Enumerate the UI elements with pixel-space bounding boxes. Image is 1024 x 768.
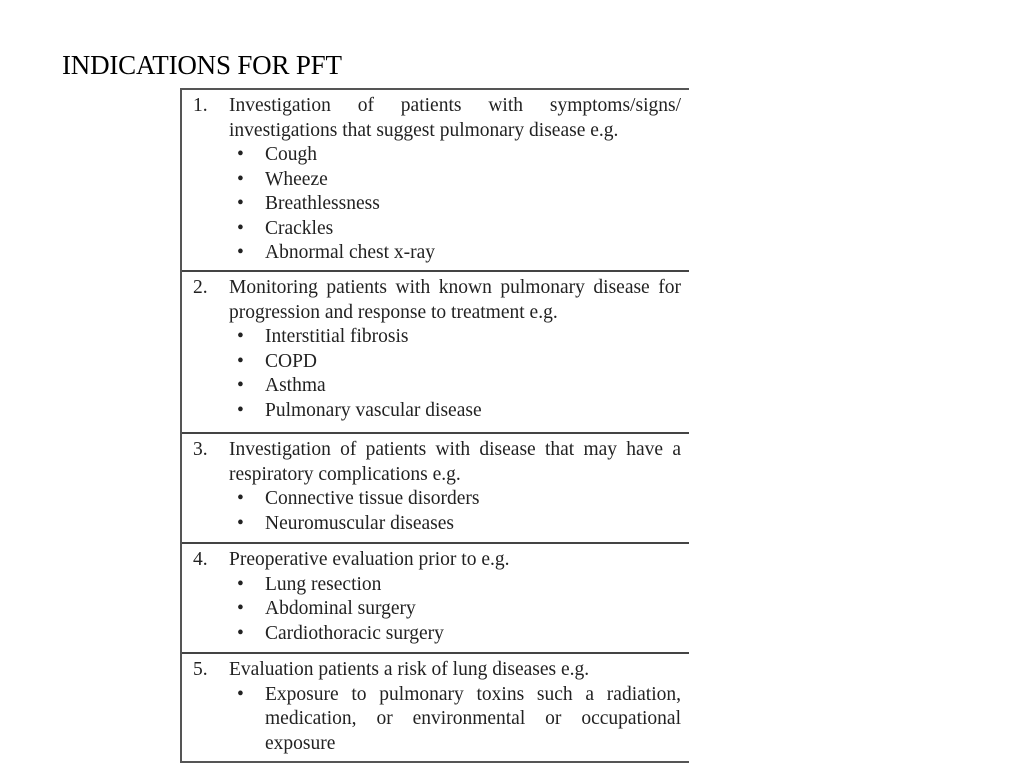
bullet-list: [193, 487, 681, 536]
list-item: [193, 217, 681, 242]
list-item: [193, 512, 681, 537]
list-item: [193, 573, 681, 598]
bullet-icon: •: [237, 598, 244, 619]
list-item: [193, 325, 681, 350]
list-item-text: Wheeze: [265, 168, 328, 190]
bullet-icon: •: [237, 168, 244, 190]
bullet-icon: •: [237, 217, 244, 239]
indication-row-2: [182, 272, 689, 434]
indication-cell-1: [193, 94, 681, 266]
bullet-icon: •: [237, 622, 244, 644]
indication-text: Preoperative evaluation prior to e.g.: [229, 549, 510, 570]
list-item: [193, 374, 681, 399]
indication-number: 4.: [193, 549, 208, 570]
indication-cell-4: [193, 548, 681, 646]
list-item: [193, 241, 681, 266]
indication-text: Monitoring patients with known pulmonary disease for progression and response to treatment e.g.: [229, 277, 681, 323]
list-item-text: Pulmonary vascular disease: [265, 399, 482, 421]
bullet-icon: •: [237, 512, 244, 534]
list-item: [193, 399, 681, 424]
list-item-text: Abdominal surgery: [265, 598, 416, 619]
bullet-icon: •: [237, 193, 244, 214]
indication-row-4: [182, 544, 689, 654]
list-item-text: Interstitial fibrosis: [265, 326, 409, 347]
bullet-icon: •: [237, 488, 244, 509]
list-item: [193, 350, 681, 375]
indications-table: [180, 88, 689, 763]
indication-number: 5.: [193, 659, 208, 680]
bullet-icon: •: [237, 144, 244, 165]
indication-cell-5: [193, 658, 681, 756]
list-item-text: Exposure to pulmonary toxins such a radiation, medication, or environmental or occupational exposure: [265, 683, 681, 754]
bullet-icon: •: [237, 326, 244, 347]
list-item-text: Asthma: [265, 375, 326, 396]
list-item-text: Abnormal chest x-ray: [265, 242, 436, 263]
list-item-text: Connective tissue disorders: [265, 488, 480, 509]
list-item-text: Lung resection: [265, 573, 382, 595]
indication-text: Evaluation patients a risk of lung diseases e.g.: [229, 659, 590, 680]
list-item: [193, 597, 681, 622]
list-item: [193, 487, 681, 512]
list-item: [193, 143, 681, 168]
bullet-icon: •: [237, 375, 244, 396]
list-item: [193, 192, 681, 217]
bullet-list: [193, 573, 681, 647]
list-item-text: Cough: [265, 144, 318, 165]
bullet-list: [193, 683, 681, 757]
bullet-icon: •: [237, 350, 244, 372]
list-item-text: COPD: [265, 350, 318, 372]
bullet-list: [193, 143, 681, 266]
indication-row-5: [182, 654, 689, 763]
list-item: [193, 168, 681, 193]
indication-cell-2: [193, 276, 681, 423]
indication-cell-3: [193, 438, 681, 536]
indication-number: 1.: [193, 95, 208, 116]
indication-number: 3.: [193, 439, 208, 460]
list-item-text: Cardiothoracic surgery: [265, 622, 444, 644]
list-item: [193, 622, 681, 647]
indication-text: Investigation of patients with disease that may have a respiratory complications e.g.: [229, 439, 681, 485]
bullet-icon: •: [237, 399, 244, 421]
bullet-icon: •: [237, 573, 244, 595]
indication-text: Investigation of patients with symptoms/signs/ investigations that suggest pulmonary disease e.g.: [229, 95, 681, 141]
bullet-icon: •: [237, 242, 244, 263]
list-item-text: Crackles: [265, 217, 334, 239]
indication-row-3: [182, 434, 689, 544]
bullet-icon: •: [237, 683, 244, 705]
bullet-list: [193, 325, 681, 423]
list-item-text: Breathlessness: [265, 193, 380, 214]
indication-row-1: [182, 90, 689, 272]
list-item: [193, 683, 681, 757]
slide-title: INDICATIONS FOR PFT: [62, 50, 342, 80]
list-item-text: Neuromuscular diseases: [265, 512, 454, 534]
indication-number: 2.: [193, 277, 208, 298]
